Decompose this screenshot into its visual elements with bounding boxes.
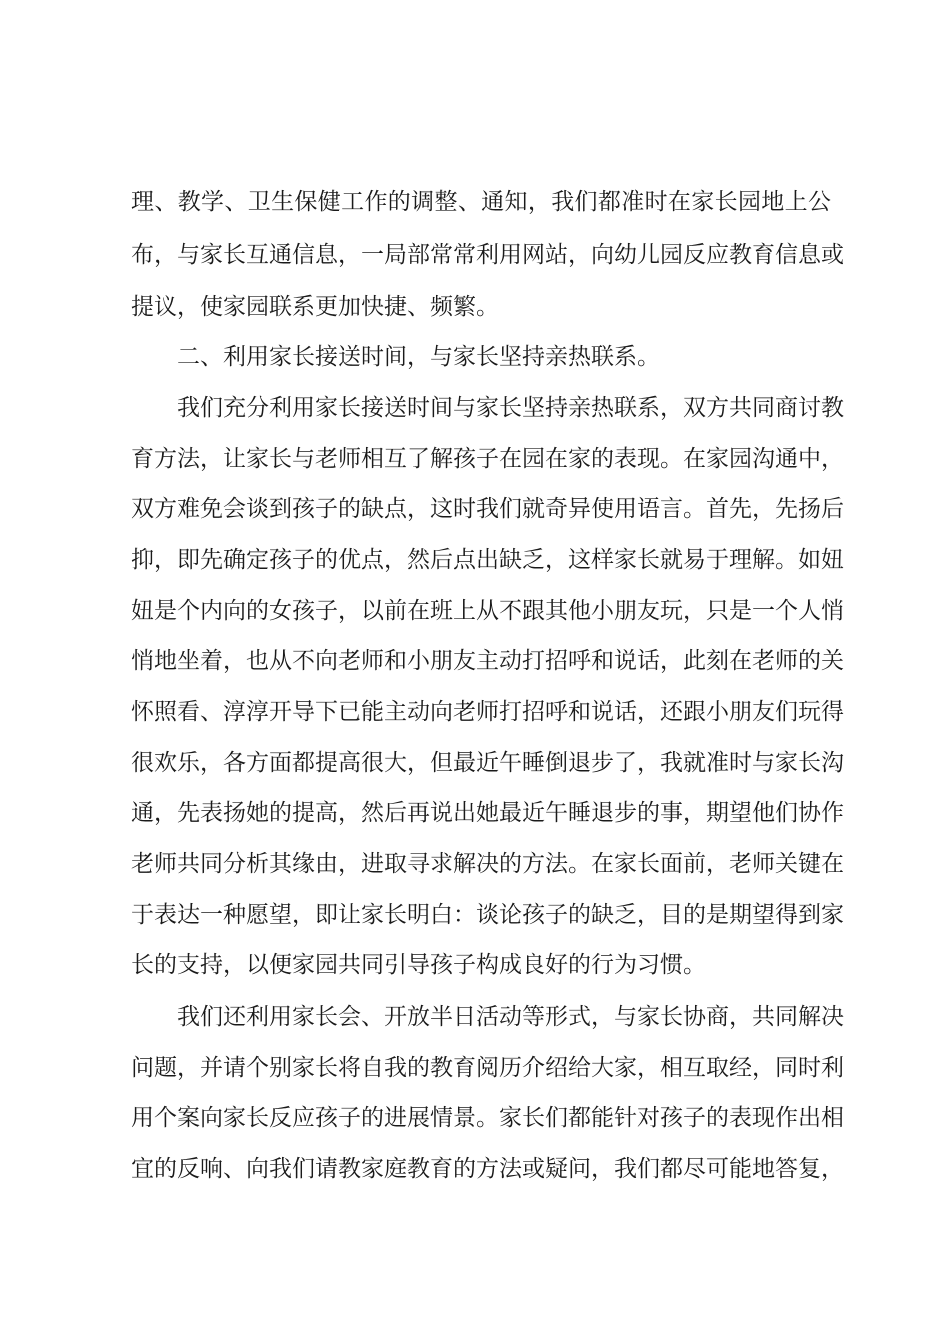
- paragraph-line: 于表达一种愿望，即让家长明白：谈论孩子的缺乏，目的是期望得到家: [131, 902, 844, 928]
- paragraph-line: 用个案向家长反应孩子的进展情景。家长们都能针对孩子的表现作出相: [131, 1105, 844, 1131]
- paragraph-line: 通，先表扬她的提高，然后再说出她最近午睡退步的事，期望他们协作: [131, 800, 844, 826]
- paragraph-line: 长的支持，以便家园共同引导孩子构成良好的行为习惯。: [131, 952, 706, 978]
- paragraph-line: 老师共同分析其缘由，进取寻求解决的方法。在家长面前，老师关键在: [131, 851, 844, 877]
- paragraph-line: 宜的反响、向我们请教家庭教育的方法或疑问，我们都尽可能地答复，: [131, 1156, 844, 1182]
- paragraph-line: 双方难免会谈到孩子的缺点，这时我们就奇异使用语言。首先，先扬后: [131, 496, 844, 522]
- paragraph-line: 我们充分利用家长接送时间与家长坚持亲热联系，双方共同商讨教: [177, 395, 844, 421]
- paragraph-line: 悄地坐着，也从不向老师和小朋友主动打招呼和说话，此刻在老师的关: [131, 648, 844, 674]
- section-heading: 二、利用家长接送时间，与家长坚持亲热联系。: [177, 344, 660, 370]
- paragraph-line: 布，与家长互通信息，一局部常常利用网站，向幼儿园反应教育信息或: [131, 242, 844, 268]
- paragraph-line: 怀照看、淳淳开导下已能主动向老师打招呼和说话，还跟小朋友们玩得: [131, 699, 844, 725]
- paragraph-line: 抑，即先确定孩子的优点，然后点出缺乏，这样家长就易于理解。如妞: [131, 547, 844, 573]
- paragraph-line: 我们还利用家长会、开放半日活动等形式，与家长协商，共同解决: [177, 1004, 844, 1030]
- paragraph-line: 妞是个内向的女孩子，以前在班上从不跟其他小朋友玩，只是一个人悄: [131, 598, 844, 624]
- paragraph-line: 很欢乐，各方面都提高很大，但最近午睡倒退步了，我就准时与家长沟: [131, 750, 844, 776]
- paragraph-line: 提议，使家园联系更加快捷、频繁。: [131, 294, 499, 320]
- paragraph-line: 理、教学、卫生保健工作的调整、通知，我们都准时在家长园地上公: [131, 189, 831, 215]
- paragraph-line: 问题，并请个别家长将自我的教育阅历介绍给大家，相互取经，同时利: [131, 1055, 844, 1081]
- paragraph-line: 育方法，让家长与老师相互了解孩子在园在家的表现。在家园沟通中，: [131, 446, 844, 472]
